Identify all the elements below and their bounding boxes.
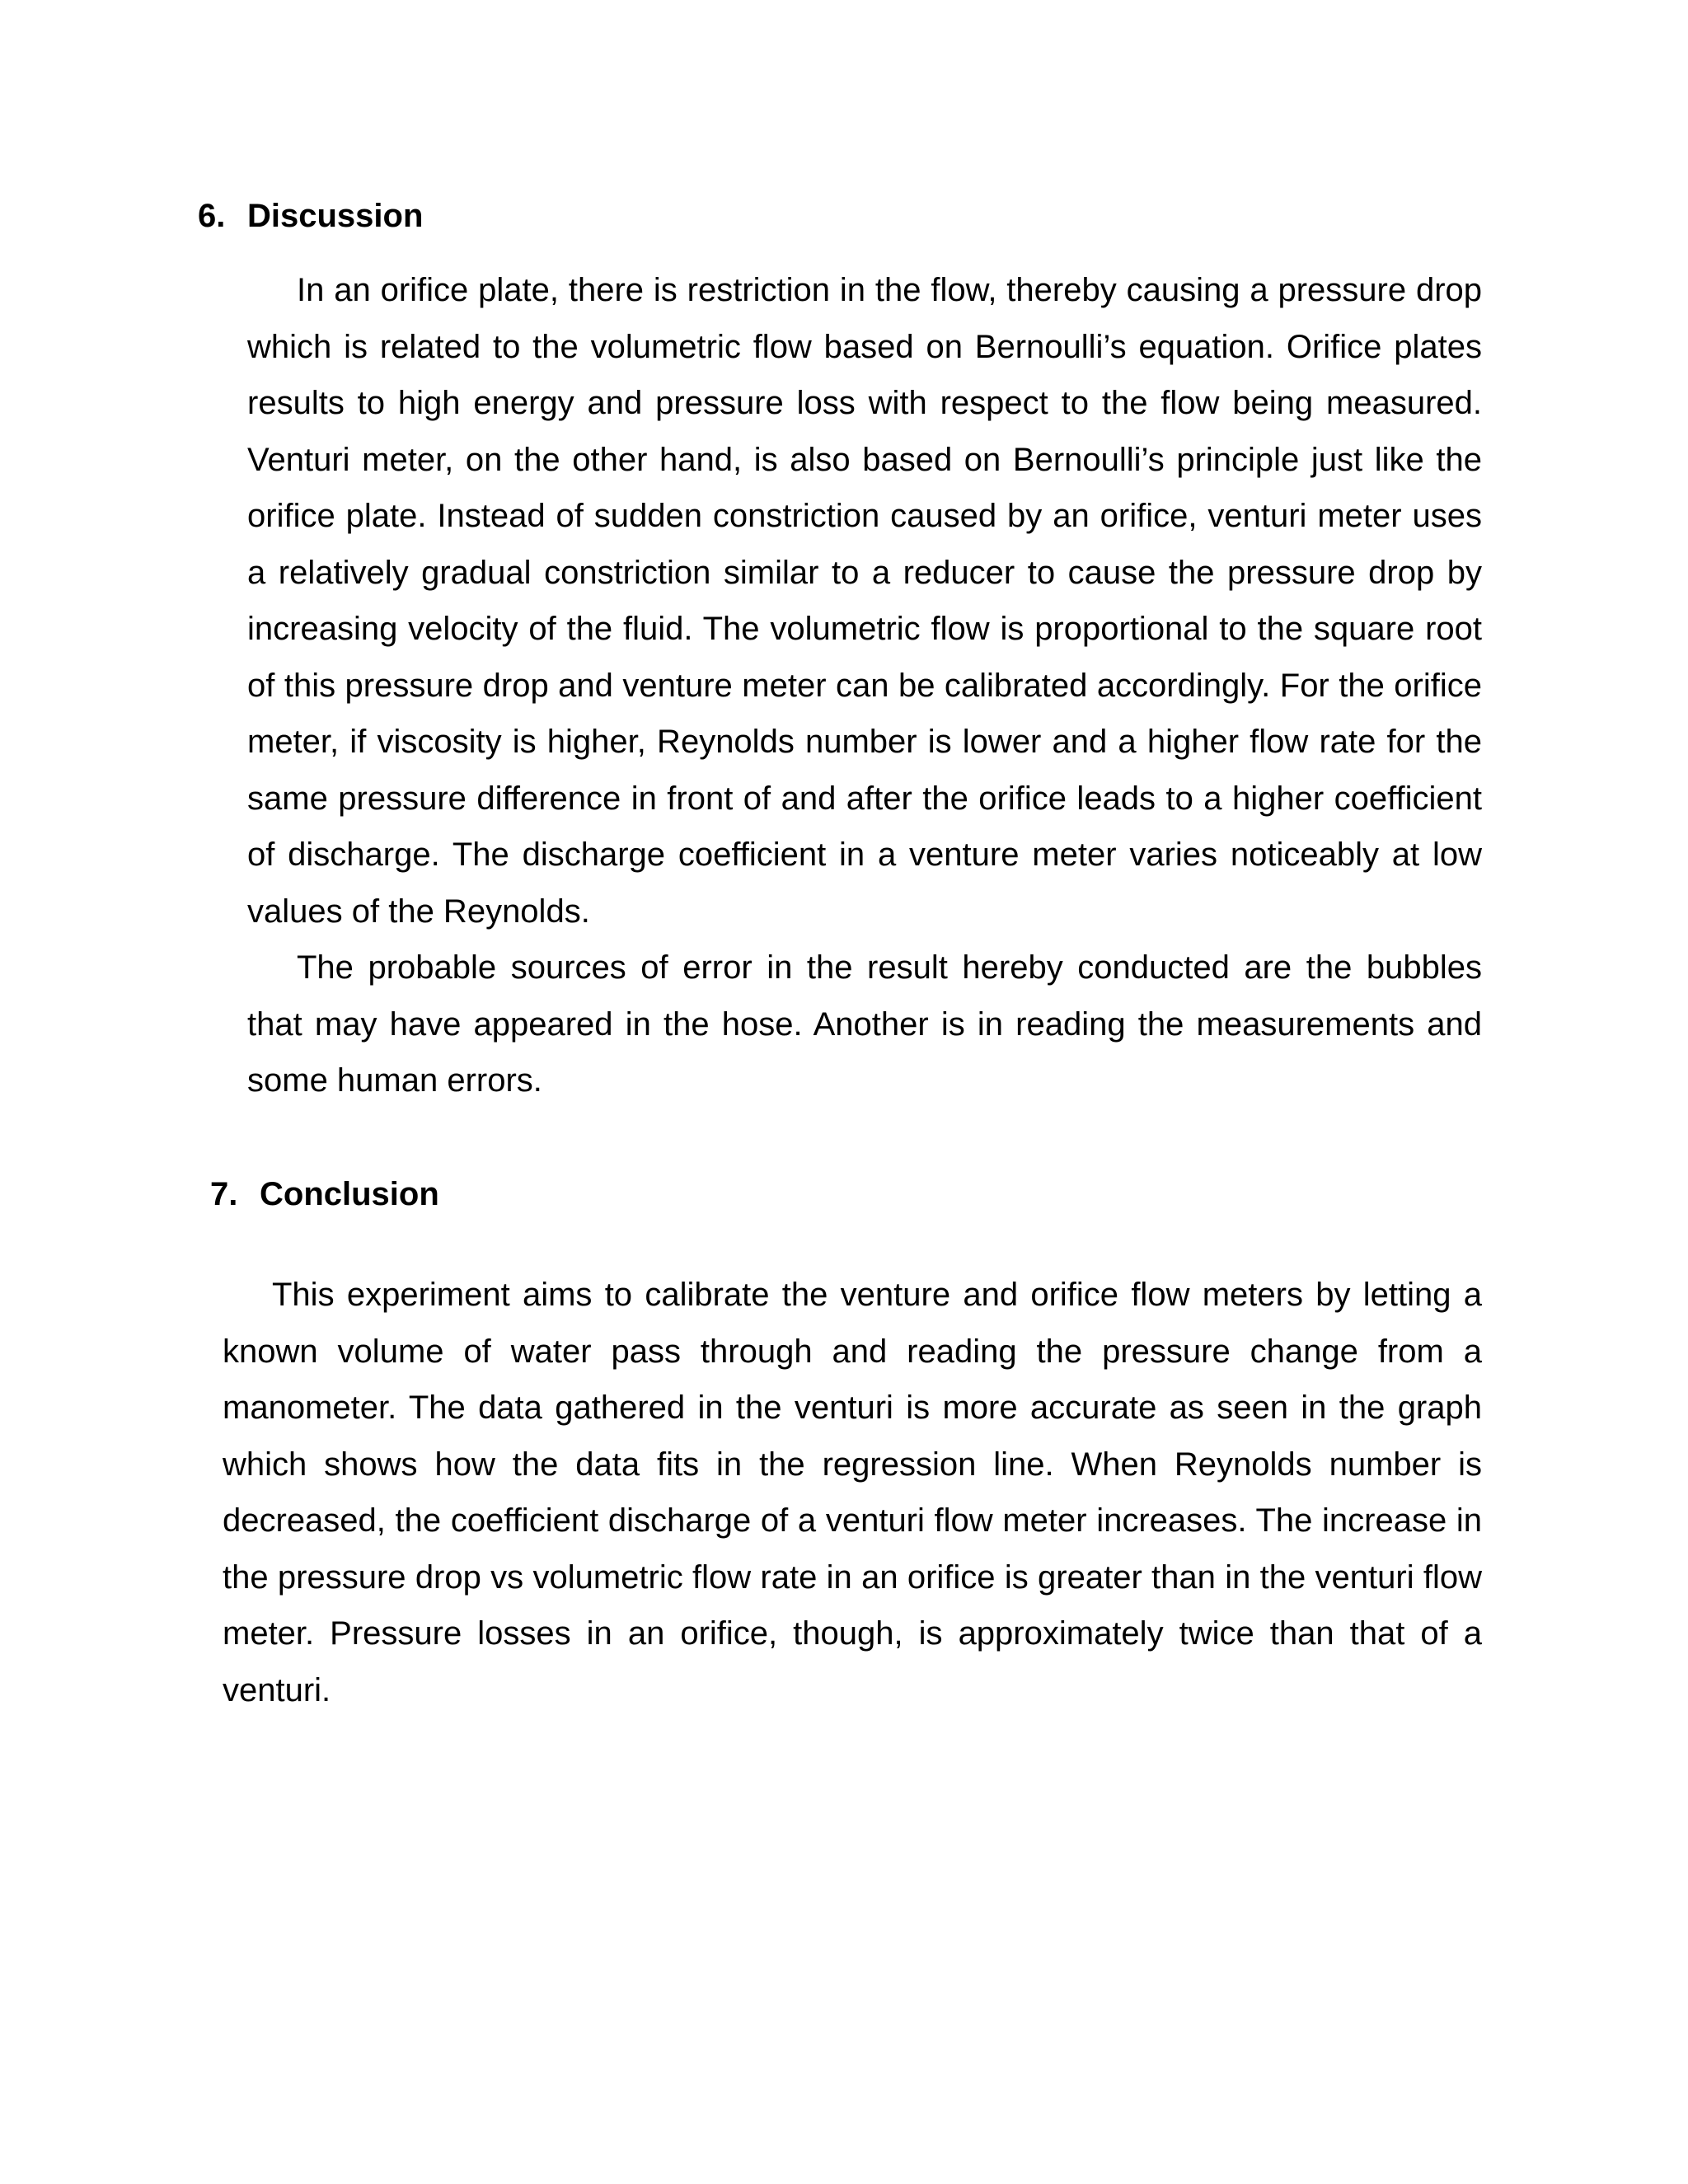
- conclusion-paragraph-1: This experiment aims to calibrate the venture and orifice flow meters by letting a known volume of water pass through and reading the pressure change from a manometer. The data gathered in the venturi is more accurate as seen in the graph which shows how the data fits in the regression line. When Reynolds number is decreased, the coefficient discharge of a venturi flow meter increases. The increase in the pressure drop vs volumetric flow rate in an orifice is greater than in the venturi flow meter. Pressure losses in an orifice, though, is approximately twice than that of a venturi.: [223, 1277, 1482, 1708]
- conclusion-body: [223, 1267, 1482, 1718]
- discussion-number: 6.: [198, 198, 226, 234]
- discussion-title: Discussion: [247, 198, 424, 234]
- discussion-paragraph-2: The probable sources of error in the result hereby conducted are the bubbles that may have appeared in the hose. Another is in reading the measurements and some human errors.: [247, 949, 1482, 1099]
- conclusion-title: Conclusion: [260, 1176, 439, 1212]
- discussion-paragraph-1: In an orifice plate, there is restriction in the flow, thereby causing a pressure drop which is related to the volumetric flow based on Bernoulli’s equation. Orifice plates results to high energy and pressure loss with respect to the flow being measured. Venturi meter, on the other hand, is also based on Bernoulli’s principle just like the orifice plate. Instead of sudden constriction caused by an orifice, venturi meter uses a relatively gradual constriction similar to a reducer to cause the pressure drop by increasing velocity of the fluid. The volumetric flow is proportional to the square root of this pressure drop and venture meter can be calibrated accordingly. For the orifice meter, if viscosity is higher, Reynolds number is lower and a higher flow rate for the same pressure difference in front of and after the orifice leads to a higher coefficient of discharge. The discharge coefficient in a venture meter varies noticeably at low values of the Reynolds.: [247, 272, 1482, 930]
- conclusion-number: 7.: [210, 1176, 238, 1212]
- conclusion-heading: [210, 1174, 439, 1214]
- discussion-heading: [198, 196, 423, 236]
- discussion-body: [247, 262, 1482, 1109]
